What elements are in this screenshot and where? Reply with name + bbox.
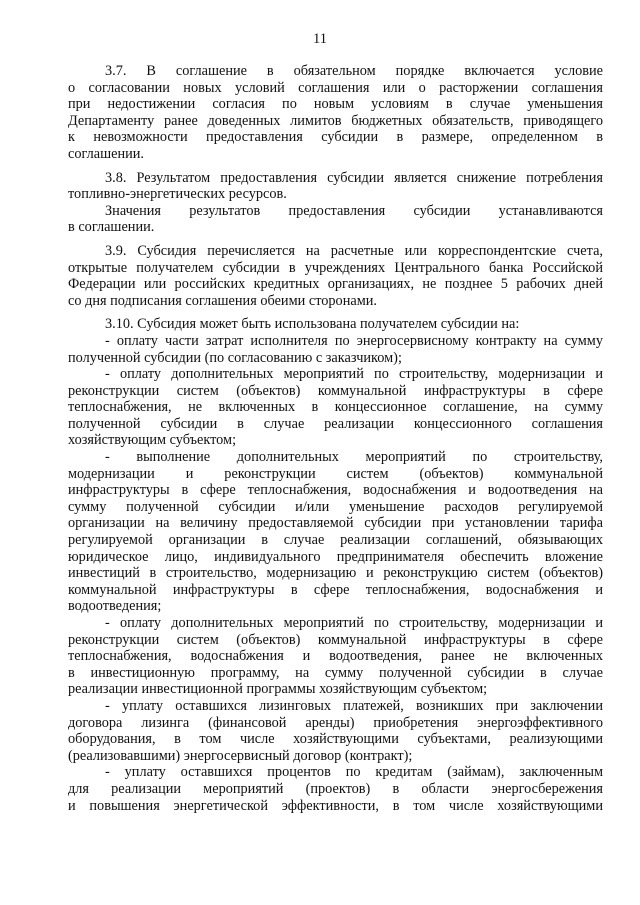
paragraph-3-10-line: 3.10. Субсидия может быть использована получателем субсидии на: bbox=[105, 316, 520, 333]
paragraph-gap bbox=[68, 309, 603, 316]
paragraph-3-7-line: при недостижении согласия по новым условиям в случае уменьшения bbox=[68, 96, 603, 113]
paragraph-item-2-line: - оплату дополнительных мероприятий по строительству, модернизации и bbox=[105, 366, 603, 383]
paragraph-item-5-line: оборудования, в том числе хозяйствующими субъектами, реализующими bbox=[68, 731, 603, 748]
paragraph-item-2-line: хозяйствующим субъектом; bbox=[68, 432, 237, 449]
document-body bbox=[68, 63, 603, 814]
paragraph-item-3-line: - выполнение дополнительных мероприятий по строительству, bbox=[105, 449, 603, 466]
paragraph-item-3-line: организации на величину предоставляемой субсидии при установлении тарифа bbox=[68, 515, 603, 532]
paragraph-gap bbox=[68, 236, 603, 243]
paragraph-3-9-line: Федерации или российских кредитных организациях, не позднее 5 рабочих дней bbox=[68, 276, 603, 293]
paragraph-item-3-line: инфраструктуры в сфере теплоснабжения, водоснабжения и водоотведения на bbox=[68, 482, 603, 499]
paragraph-item-3-line: регулируемой организации в случае реализации соглашений, обязывающих bbox=[68, 532, 603, 549]
paragraph-item-1-line: - оплату части затрат исполнителя по энергосервисному контракту на сумму bbox=[105, 332, 603, 349]
paragraph-3-8-values-line: в соглашении. bbox=[68, 219, 155, 236]
paragraph-3-8-values-line: Значения результатов предоставления субсидии устанавливаются bbox=[105, 202, 603, 219]
paragraph-item-6-line: и повышения энергетической эффективности, в том числе хозяйствующими bbox=[68, 797, 603, 814]
paragraph-item-5-line: - уплату оставшихся лизинговых платежей, возникших при заключении bbox=[105, 697, 603, 714]
paragraph-item-6-line: - уплату оставшихся процентов по кредитам (займам), заключенным bbox=[105, 764, 603, 781]
paragraph-3-8-line: топливно-энергетических ресурсов. bbox=[68, 186, 287, 203]
paragraph-item-4-line: - оплату дополнительных мероприятий по строительству, модернизации и bbox=[105, 615, 603, 631]
paragraph-item-3-line: коммунальной инфраструктуры в сфере теплоснабжения, водоснабжения и bbox=[68, 581, 603, 598]
paragraph-item-4-line: в инвестиционную программу, на сумму полученной субсидии в случае bbox=[68, 664, 603, 681]
paragraph-item-3-line: юридическое лицо, индивидуального предпринимателя обеспечить вложение bbox=[68, 548, 603, 565]
paragraph-3-7-line: соглашении. bbox=[68, 145, 144, 162]
paragraph-3-7-line: Департаменту ранее доведенных лимитов бюджетных обязательств, приводящего bbox=[68, 112, 603, 129]
paragraph-item-1-line: полученной субсидии (по согласованию с заказчиком); bbox=[68, 349, 402, 366]
paragraph-item-2-line: реконструкции систем (объектов) коммунальной инфраструктуры в сфере bbox=[68, 382, 603, 399]
paragraph-3-9-line: со дня подписания соглашения обеими сторонами. bbox=[68, 292, 377, 309]
paragraph-3-9-line: открытые получателем субсидии в учреждениях Центрального банка Российской bbox=[68, 259, 603, 276]
paragraph-item-5-line: договора лизинга (финансовой аренды) приобретения энергоэффективного bbox=[68, 714, 603, 731]
paragraph-item-3-line: инвестиций в строительство, модернизацию и реконструкцию систем (объектов) bbox=[68, 565, 603, 582]
page-number: 11 bbox=[313, 31, 327, 47]
paragraph-gap bbox=[68, 163, 603, 170]
paragraph-3-9-line: 3.9. Субсидия перечисляется на расчетные или корреспондентские счета, bbox=[105, 242, 603, 259]
paragraph-3-7-line: 3.7. В соглашение в обязательном порядке включается условие bbox=[105, 63, 603, 79]
paragraph-item-5-line: (реализовавшими) энергосервисный договор (контракт); bbox=[68, 747, 413, 764]
paragraph-item-3-line: водоотведения; bbox=[68, 598, 162, 615]
paragraph-item-2-line: полученной субсидии в случае реализации концессионного соглашения bbox=[68, 415, 603, 432]
paragraph-3-7-line: к невозможности предоставления субсидии в размере, определенном в bbox=[68, 129, 603, 146]
paragraph-item-3-line: модернизации и реконструкции систем (объектов) коммунальной bbox=[68, 465, 603, 482]
paragraph-3-8-line: 3.8. Результатом предоставления субсидии является снижение потребления bbox=[105, 169, 603, 186]
paragraph-item-4-line: реализации инвестиционной программы хозяйствующим субъектом; bbox=[68, 681, 488, 698]
paragraph-item-2-line: теплоснабжения, не включенных в концессионное соглашение, на сумму bbox=[68, 399, 603, 416]
paragraph-item-4-line: реконструкции систем (объектов) коммунальной инфраструктуры в сфере bbox=[68, 631, 603, 648]
paragraph-item-4-line: теплоснабжения, водоснабжения и водоотведения, ранее не включенных bbox=[68, 648, 603, 665]
paragraph-item-3-line: сумму полученной субсидии и/или уменьшение расходов регулируемой bbox=[68, 498, 603, 515]
paragraph-3-7-line: о согласовании новых условий соглашения или о расторжении соглашения bbox=[68, 79, 603, 96]
paragraph-item-6-line: для реализации мероприятий (проектов) в области энергосбережения bbox=[68, 780, 603, 797]
